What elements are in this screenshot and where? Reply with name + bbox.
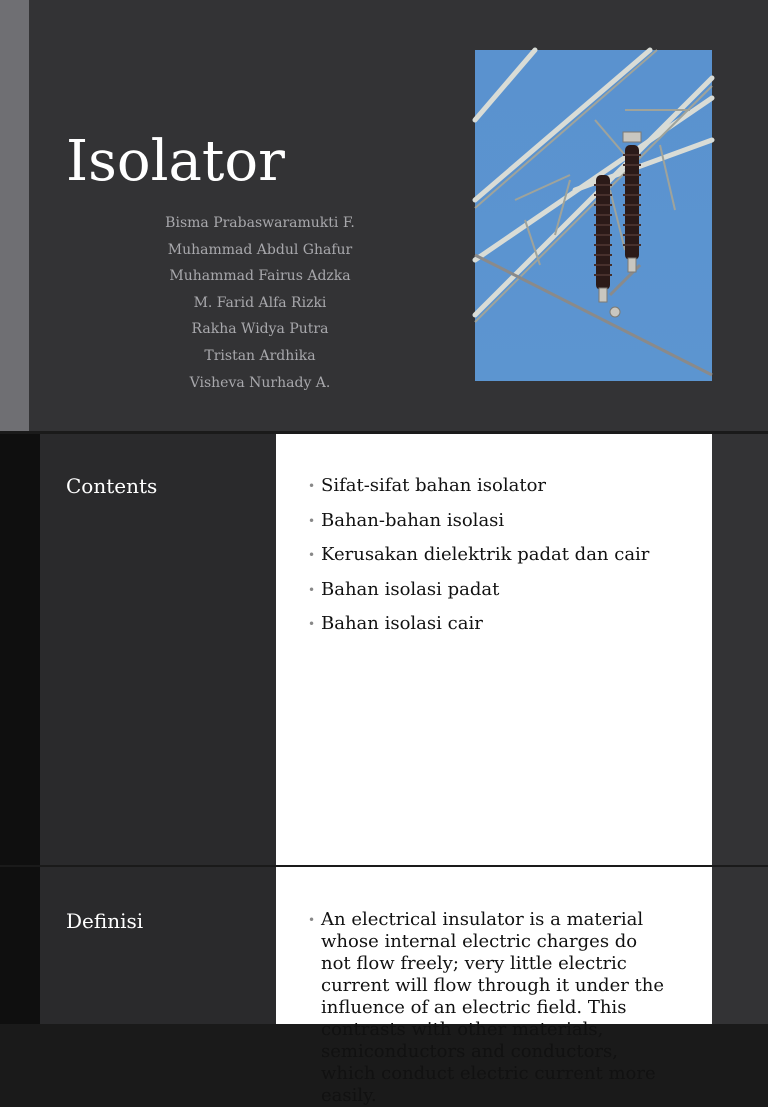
slide-heading: Definisi [66, 909, 144, 933]
list-item-text: Kerusakan dielektrik padat dan cair [321, 544, 650, 565]
left-edge [0, 434, 40, 865]
insulator-photo-icon [475, 50, 712, 381]
list-item-text: Bahan-bahan isolasi [321, 509, 505, 531]
author-name: Muhammad Abdul Ghafur [167, 241, 353, 258]
list-item [308, 612, 708, 636]
list-item-text: Bahan isolasi cair [321, 613, 483, 634]
bullet-icon: • [308, 617, 316, 631]
bullet-icon: • [308, 548, 316, 562]
left-edge [0, 867, 40, 1024]
list-item-text: Bahan isolasi padat [321, 578, 500, 600]
author-name: Muhammad Fairus Adzka [169, 268, 351, 285]
right-edge [712, 434, 768, 865]
author-name: Tristan Ardhika [204, 347, 316, 364]
author-name: Visheva Nurhady A. [189, 374, 331, 391]
definition-text: An electrical insulator is a material whose internal electric charges do not flow freely; very little electric current will flow through it under the influence of an electric field. This contrasts with other materials, semiconductors and conductors, which conduct electric current more easily. [321, 909, 665, 1106]
list-item [308, 474, 708, 498]
transmission-tower-insulator-photo [475, 50, 712, 381]
left-accent-bar [0, 0, 29, 431]
author-name: Bisma Prabaswaramukti F. [165, 215, 355, 231]
right-edge [712, 867, 768, 1024]
author-name: Rakha Widya Putra [191, 321, 329, 338]
slide-title: Isolator [66, 129, 285, 194]
contents-slide [0, 434, 768, 865]
contents-list [308, 474, 708, 647]
list-item [308, 509, 708, 533]
author-list [150, 210, 370, 396]
definition-item [308, 909, 668, 1107]
bullet-icon: • [308, 913, 316, 927]
list-item [308, 543, 708, 567]
title-slide [0, 0, 768, 431]
bullet-icon: • [308, 479, 316, 493]
author-name: M. Farid Alfa Rizki [193, 294, 327, 311]
bullet-icon: • [308, 513, 316, 528]
slide-heading: Contents [66, 474, 158, 498]
definition-slide [0, 867, 768, 1106]
list-item [308, 578, 708, 602]
bullet-icon: • [308, 582, 316, 597]
list-item-text: Sifat-sifat bahan isolator [321, 475, 547, 496]
